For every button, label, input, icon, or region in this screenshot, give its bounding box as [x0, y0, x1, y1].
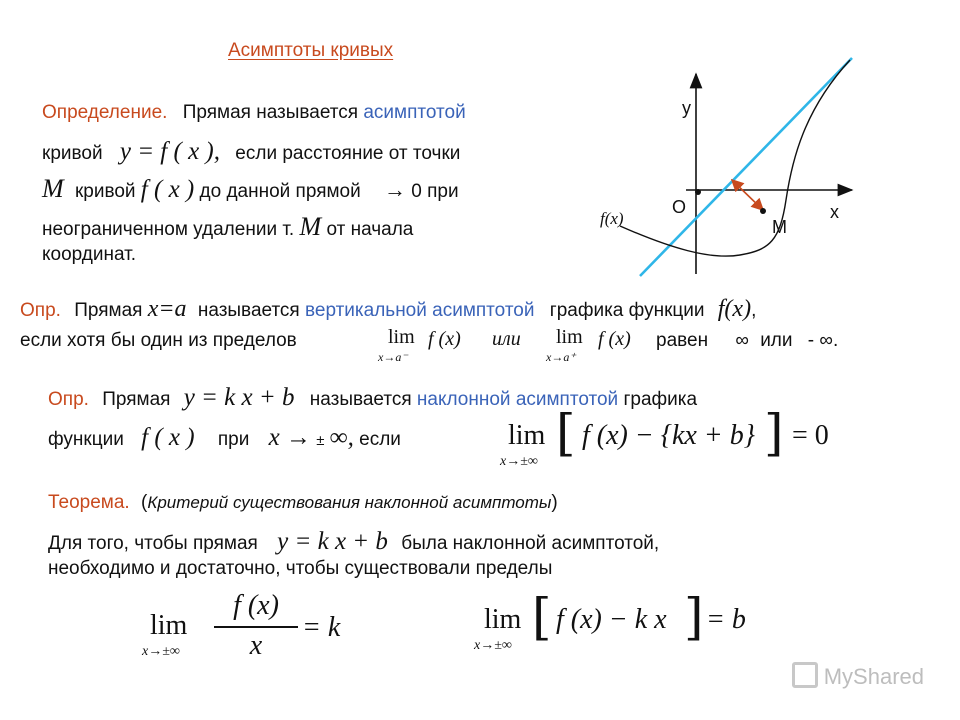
k-fraction-num: f (x) — [233, 590, 279, 621]
def-text: при — [217, 429, 250, 450]
vertical-def-line-1 — [20, 296, 756, 323]
theorem-label: Теорема. — [48, 492, 130, 513]
origin-dot — [695, 189, 701, 195]
paren: ) — [551, 492, 558, 513]
asymptote-term: асимптотой — [363, 102, 466, 123]
point-M-label: M — [772, 217, 787, 237]
def-text: называется — [197, 300, 300, 321]
y-axis-label: y — [682, 98, 691, 118]
def-text: если — [359, 429, 401, 450]
definition-line-2 — [42, 138, 460, 166]
asymptote-line — [640, 58, 852, 276]
eq-b: = b — [706, 604, 746, 635]
lim-right-sub: x→a⁺ — [546, 350, 576, 364]
lim-left-sub: x→a⁻ — [378, 350, 408, 364]
k-fraction-den: x — [249, 630, 263, 661]
definition-text: неограниченном удалении т. — [42, 219, 295, 240]
def-text: равен — [656, 330, 709, 351]
x-axis-label: x — [830, 202, 839, 222]
lim-right: lim — [556, 326, 583, 348]
definition-text: кривой — [74, 181, 136, 202]
oblique-lim-sub: x→±∞ — [500, 454, 538, 469]
def-text: графика — [623, 389, 698, 410]
definition-line-5: координат. — [42, 244, 137, 265]
formula-fx: f(x) — [717, 296, 752, 322]
formula-x-eq-a: x=a — [147, 296, 187, 322]
k-lim: lim — [150, 610, 188, 641]
function-curve — [620, 60, 850, 256]
def-label: Опр. — [20, 300, 61, 321]
infinity-symbol: ∞, — [329, 424, 354, 451]
distance-arrow — [732, 180, 763, 210]
watermark-text: MyShared — [823, 664, 924, 689]
comma: , — [751, 300, 757, 321]
slide-title: Асимптоты кривых — [228, 40, 394, 61]
bracket-open: [ — [556, 404, 576, 462]
lim-right-f: f (x) — [598, 328, 631, 350]
point-M: M — [42, 174, 64, 203]
oblique-lim: lim — [508, 420, 546, 451]
def-text: - ∞. — [807, 330, 839, 351]
vertical-def-line-2-end — [656, 330, 838, 352]
formula-fx: f ( x ) — [140, 176, 195, 203]
theorem-header — [48, 492, 558, 514]
bracket-close: ] — [684, 588, 704, 646]
formula-kx-b: y = k x + b — [277, 528, 388, 555]
fraction-bar — [214, 626, 298, 628]
oblique-def-line-2 — [48, 424, 401, 452]
definition-text: если расстояние от точки — [235, 143, 461, 164]
paren: ( — [141, 492, 148, 513]
theorem-text: была наклонной асимптотой, — [401, 533, 660, 554]
def-text: Прямая — [102, 389, 171, 410]
definition-text: 0 при — [411, 181, 459, 202]
formula-fx: f ( x ) — [141, 424, 195, 451]
b-expression: f (x) − k x — [556, 604, 667, 635]
theorem-line-2: необходимо и достаточно, чтобы существовали пределы — [48, 558, 553, 579]
theorem-line-1 — [48, 528, 659, 556]
def-text: называется — [309, 389, 412, 410]
k-lim-sub: x→±∞ — [142, 644, 180, 659]
curve-label: f(x) — [600, 209, 624, 228]
def-text: функции — [48, 429, 124, 450]
oblique-asymptote-term: наклонной асимптотой — [416, 389, 619, 410]
watermark-logo — [792, 662, 924, 690]
definition-line-1 — [42, 102, 466, 124]
bracket-open: [ — [532, 588, 552, 646]
point-M-dot — [760, 208, 766, 214]
theorem-note: Критерий существования наклонной асимптоты — [147, 493, 552, 512]
formula-y-fx: y = f ( x ), — [119, 138, 221, 165]
formula-x-arrow: x → — [268, 424, 311, 451]
arrow-icon: → — [384, 177, 407, 202]
definition-line-4 — [42, 212, 413, 242]
def-text: графика функции — [549, 300, 705, 321]
point-M: M — [299, 212, 322, 241]
definition-text: кривой — [42, 143, 103, 164]
b-lim: lim — [484, 604, 522, 635]
vertical-def-line-2-text: если хотя бы один из пределов — [20, 330, 297, 351]
b-lim-sub: x→±∞ — [474, 638, 512, 653]
oblique-expression: f (x) − {kx + b} — [582, 420, 755, 451]
theorem-text: Для того, чтобы прямая — [48, 533, 258, 554]
def-text: или — [760, 330, 793, 351]
vertical-asymptote-term: вертикальной асимптотой — [305, 300, 535, 321]
infinity-symbol: ∞ — [735, 330, 749, 351]
definition-text: Прямая называется — [182, 102, 359, 123]
origin-label: O — [672, 197, 687, 217]
def-text: Прямая — [74, 300, 143, 321]
definition-line-3 — [42, 174, 459, 204]
lim-left: lim — [388, 326, 415, 348]
asymptote-graph — [590, 50, 870, 290]
eq-k: = k — [302, 612, 341, 643]
definition-label: Определение. — [42, 102, 168, 123]
logo-icon — [792, 662, 818, 688]
oblique-def-line-1 — [48, 384, 697, 412]
or-word: или — [492, 328, 521, 350]
bracket-close: ] — [764, 404, 784, 462]
lim-left-f: f (x) — [428, 328, 461, 350]
plus-minus: ± — [316, 432, 325, 449]
definition-text: от начала — [326, 219, 414, 240]
oblique-eq-zero: = 0 — [792, 420, 829, 451]
k-fraction — [214, 590, 298, 670]
def-label: Опр. — [48, 389, 89, 410]
formula-kx-b: y = k x + b — [183, 384, 295, 411]
definition-text: до данной прямой — [199, 181, 361, 202]
